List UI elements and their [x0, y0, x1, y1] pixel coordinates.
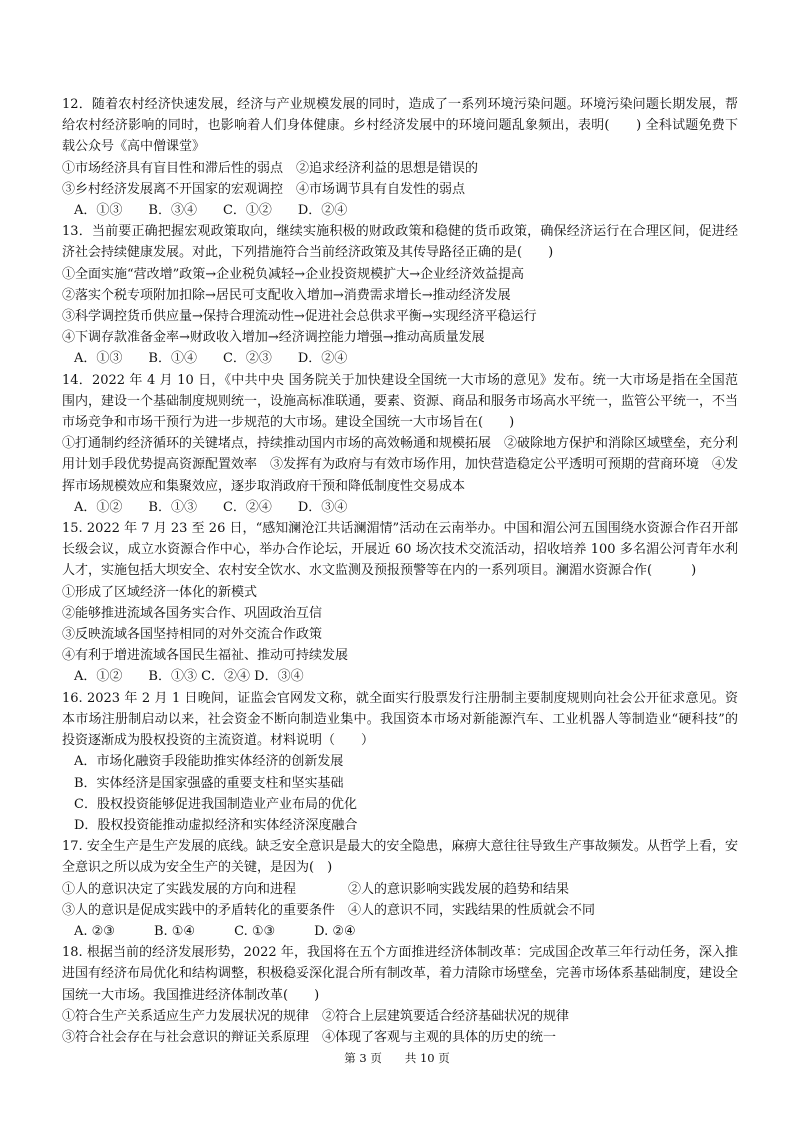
question-13-option-1: ①全面实施“营改增”政策→企业税负减轻→企业投资规模扩大→企业经济效益提高: [62, 266, 524, 282]
question-15-option-3: ③反映流域各国坚持相同的对外交流合作政策: [62, 627, 323, 643]
question-17-option-line-1: ①人的意识决定了实践发展的方向和进程 ②人的意识影响实践发展的趋势和结果: [62, 881, 570, 897]
question-18-stem: 18. 根据当前的经济发展形势，2022 年，我国将在五个方面推进经济体制改革：完成国企改革三年行动任务，深入推进国有经济布局优化和结构调整，积极稳妥深化混合所有制改革，着力清除市场壁垒，完善市场体系基础制度，建设全国统一大市场。我国推进经济体制改革( ): [62, 945, 739, 1003]
question-12-option-line-2: ③乡村经济发展离不开国家的宏观调控 ④市场调节具有自发性的弱点: [62, 181, 466, 197]
question-12-option-line-1: ①市场经济具有盲目性和滞后性的弱点 ②追求经济利益的思想是错误的: [62, 160, 479, 176]
page-footer: 第 3 页 共 10 页: [344, 1051, 450, 1065]
question-14-options-paragraph: ①打通制约经济循环的关键堵点，持续推动国内市场的高效畅通和规模拓展 ②破除地方保护和消除区域壁垒，充分利用计划手段优势提高资源配置效率 ③发挥有为政府与有效市场作用，加快营造稳定公平透明可预期的营商环境 ④发挥市场规模效应和集聚效应，逐步取消政府干预和降低制度性交易成本: [62, 436, 739, 494]
question-16-stem: 16. 2023 年 2 月 1 日晚间，证监会官网发文称，就全面实行股票发行注册制主要制度规则向社会公开征求意见。资本市场注册制启动以来，社会资金不断向制造业集中。我国资本市场对新能源汽车、工业机器人等制造业“硬科技”的投资逐渐成为股权投资的主流资道。材料说明（ ）: [62, 690, 738, 749]
question-14-stem: 14．2022 年 4 月 10 日，《中共中央 国务院关于加快建设全国统一大市场的意见》发布。统一大市场是指在全国范围内，建设一个基础制度规则统一，设施高标准联通，要素、资源、商品和服务市场高水平统一，监管公平统一，不当市场竞争和市场干预行为进一步规范的大市场。建设全国统一大市场旨在( ): [62, 372, 739, 431]
question-13-option-3: ③科学调控货币供应量→保持合理流动性→促进社会总供求平衡→实现经济平稳运行: [62, 309, 537, 325]
question-17-option-line-2: ③人的意识是促成实践中的矛盾转化的重要条件 ④人的意识不同，实践结果的性质就会不同: [62, 902, 596, 918]
question-17-stem: 17. 安全生产是生产发展的底线。缺乏安全意识是最大的安全隐患，麻痹大意往往导致生产事故频发。从哲学上看，安全意识之所以成为安全生产的关键，是因为( ): [62, 839, 738, 876]
question-15-stem: 15. 2022 年 7 月 23 至 26 日，“感知澜沧江共话澜湄情”活动在云南举办。中国和湄公河五国围绕水资源合作召开部长级会议，成立水资源合作中心，举办合作论坛，开展近 60 场次技术交流活动，招收培养 100 多名湄公河青年水利人才，实施包括大坝安全、农村安全饮水、水文监测及预报预警等在内的一系列项目。澜湄水资源合作( ): [62, 521, 738, 579]
question-13-option-2: ②落实个税专项附加扣除→居民可支配收入增加→消费需求增长→推动经济发展: [62, 287, 511, 303]
question-16-choice-a: A．市场化融资手段能助推实体经济的创新发展: [74, 754, 344, 770]
question-14: [62, 370, 738, 518]
question-13-stem: 13．当前要正确把握宏观政策取向，继续实施积极的财政政策和稳健的货币政策，确保经济运行在合理区间，促进经济社会持续健康发展。对此，下列措施符合当前经济政策及其传导路径正确的是( ): [62, 224, 738, 261]
question-13-choices: A．①③ B．①④ C．②③ D．②④: [74, 351, 348, 367]
question-12: [62, 94, 738, 221]
question-15-choices: A．①② B．①③ C．②④ D．③④: [74, 669, 304, 685]
question-16-choice-c: C．股权投资能够促进我国制造业产业布局的优化: [74, 796, 357, 812]
question-14-choices: A．①② B．①③ C．②④ D．③④: [74, 499, 348, 515]
question-13: [62, 221, 738, 369]
question-list: [62, 94, 738, 1048]
question-16-choice-b: B．实体经济是国家强盛的重要支柱和坚实基础: [74, 775, 344, 791]
question-15-option-4: ④有利于增进流域各国民生福祉、推动可持续发展: [62, 648, 349, 664]
question-15-option-2: ②能够推进流域各国务实合作、巩固政治互信: [62, 605, 323, 621]
question-15-option-1: ①形成了区域经济一体化的新模式: [62, 584, 258, 600]
question-13-option-4: ④下调存款准备金率→财政收入增加→经济调控能力增强→推动高质量发展: [62, 330, 485, 346]
question-18-option-line-1: ①符合生产关系适应生产力发展状况的规律 ②符合上层建筑要适合经济基础状况的规律: [62, 1008, 570, 1024]
question-12-stem: 12．随着农村经济快速发展，经济与产业规模发展的同时，造成了一系列环境污染问题。环境污染问题长期发展，帮给农村经济影响的同时，也影响着人们身体健康。乡村经济发展中的环境问题乱象频出，表明( ) 全科试题免费下载公众号《高中僧课堂》: [62, 97, 738, 155]
question-16: [62, 688, 738, 836]
question-17-choices: A. ②③ B. ①④ C. ①③ D. ②④: [74, 923, 356, 939]
question-17: [62, 836, 738, 942]
question-15: [62, 518, 738, 688]
question-12-choices: A．①③ B．③④ C．①② D．②④: [74, 203, 348, 219]
question-18: [62, 942, 738, 1048]
question-18-option-line-2: ③符合社会存在与社会意识的辩证关系原理 ④体现了客观与主观的具体的历史的统一: [62, 1029, 557, 1045]
question-16-choice-d: D．股权投资能推动虚拟经济和实体经济深度融合: [74, 817, 358, 833]
